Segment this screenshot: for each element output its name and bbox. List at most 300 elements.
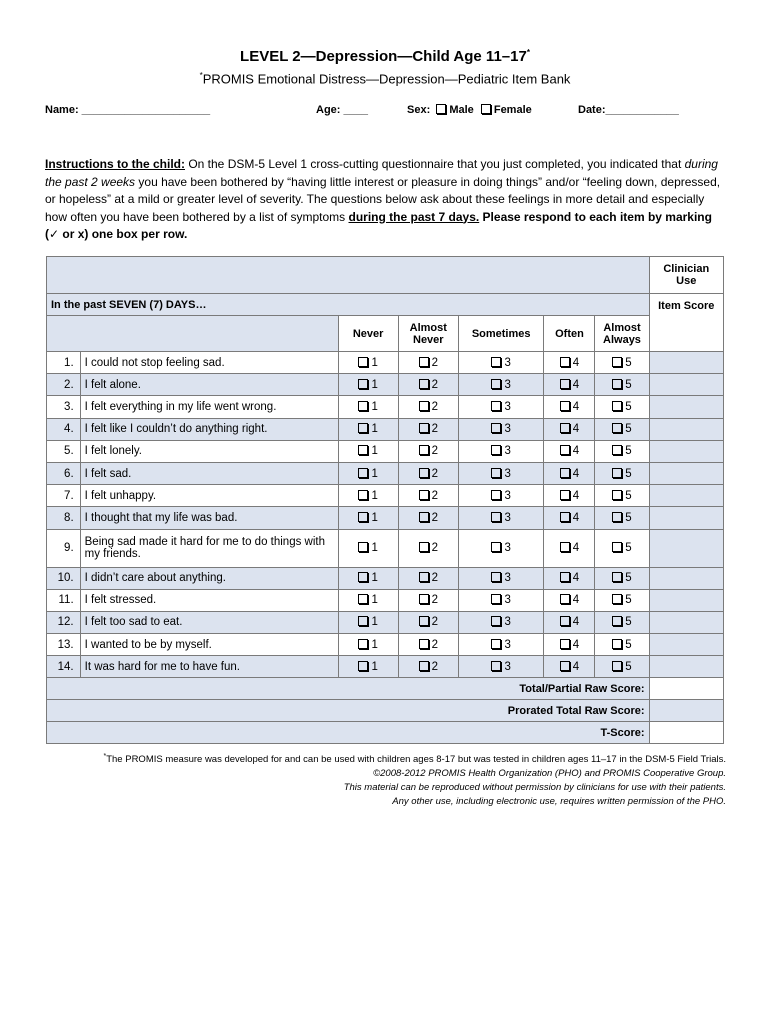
response-option[interactable]: [458, 396, 544, 418]
response-option[interactable]: [595, 567, 649, 589]
response-option[interactable]: [595, 418, 649, 440]
item-text: I felt like I couldn’t do anything right.: [80, 418, 338, 440]
item-score-cell[interactable]: [649, 374, 723, 396]
response-value: 1: [371, 511, 378, 524]
response-value: 5: [625, 660, 632, 673]
response-checkbox[interactable]: [612, 594, 622, 604]
response-option[interactable]: [398, 440, 458, 462]
response-checkbox[interactable]: [419, 639, 429, 649]
response-checkbox[interactable]: [491, 512, 501, 522]
item-number: 7.: [47, 485, 81, 507]
item-text: I felt everything in my life went wrong.: [80, 396, 338, 418]
response-option[interactable]: [595, 634, 649, 656]
response-checkbox[interactable]: [560, 594, 570, 604]
response-checkbox[interactable]: [419, 616, 429, 626]
response-option[interactable]: [544, 611, 595, 633]
response-checkbox[interactable]: [358, 357, 368, 367]
item-number: 10.: [47, 567, 81, 589]
sex-label: Sex:: [407, 104, 431, 116]
response-value: 2: [431, 400, 438, 413]
page-title: LEVEL 2—Depression—Child Age 11–17*: [240, 48, 530, 65]
response-checkbox[interactable]: [358, 542, 368, 552]
response-option[interactable]: [544, 396, 595, 418]
date-field[interactable]: Date:____________: [578, 104, 679, 116]
response-checkbox[interactable]: [491, 379, 501, 389]
response-checkbox[interactable]: [491, 445, 501, 455]
response-checkbox[interactable]: [612, 490, 622, 500]
response-option[interactable]: [544, 374, 595, 396]
item-number: 14.: [47, 656, 81, 678]
response-option[interactable]: [458, 589, 544, 611]
response-value: 3: [504, 400, 511, 413]
table-row: [47, 589, 724, 611]
item-text: I felt too sad to eat.: [80, 611, 338, 633]
response-option[interactable]: [398, 462, 458, 484]
response-option[interactable]: [544, 656, 595, 678]
response-option[interactable]: [398, 611, 458, 633]
instructions: Instructions to the child: On the DSM-5 Level 1 cross-cutting questionnaire that you just completed, you indicated that during the past 2 weeks you have been bothered by “having little interest or pleasure in doing things” and/or “feeling down, depressed, or hopeless” at a mild or greater level of severity. The questions below ask about these feelings in more detail and especially how often you have been bothered by a list of symptoms during the past 7 days. Please respond to each item by marking (✓ or x) one box per row.: [45, 157, 721, 241]
response-checkbox[interactable]: [419, 401, 429, 411]
response-value: 1: [371, 616, 378, 629]
female-label: Female: [493, 104, 532, 116]
response-option[interactable]: [595, 485, 649, 507]
response-checkbox[interactable]: [358, 445, 368, 455]
response-checkbox[interactable]: [612, 661, 622, 671]
response-checkbox[interactable]: [612, 423, 622, 433]
response-checkbox[interactable]: [612, 379, 622, 389]
item-text: I felt sad.: [80, 462, 338, 484]
response-checkbox[interactable]: [612, 468, 622, 478]
response-checkbox[interactable]: [612, 572, 622, 582]
female-checkbox[interactable]: [481, 104, 491, 114]
footnote-line-3: This material can be reproduced without permission by clinicians for use with their patients.: [343, 782, 726, 794]
response-checkbox[interactable]: [491, 357, 501, 367]
response-value: 4: [572, 489, 580, 502]
item-score-cell[interactable]: [649, 352, 723, 374]
response-checkbox[interactable]: [491, 661, 501, 671]
item-text: I wanted to be by myself.: [80, 634, 338, 656]
item-number: 12.: [47, 611, 81, 633]
response-checkbox[interactable]: [358, 423, 368, 433]
item-score-cell[interactable]: [649, 396, 723, 418]
response-option[interactable]: [544, 440, 595, 462]
title-footnote-mark: *: [526, 48, 530, 57]
response-option[interactable]: [338, 485, 398, 507]
item-score-header: Item Score: [649, 294, 723, 352]
response-checkbox[interactable]: [560, 661, 570, 671]
response-checkbox[interactable]: [560, 379, 570, 389]
response-value: 5: [625, 572, 632, 585]
table-row: [47, 462, 724, 484]
footnote-line-1: *The PROMIS measure was developed for and can be used with children ages 8-17 but was tested in children ages 11–17 in the DSM-5 Field Trials.: [103, 753, 726, 766]
item-score-cell[interactable]: [649, 611, 723, 633]
response-value: 4: [572, 445, 580, 458]
response-value: 1: [371, 594, 378, 607]
response-value: 5: [625, 616, 632, 629]
item-number: 11.: [47, 589, 81, 611]
response-value: 3: [504, 423, 511, 436]
response-option[interactable]: [595, 352, 649, 374]
response-value: 5: [625, 445, 632, 458]
response-value: 3: [504, 572, 511, 585]
response-value: 4: [572, 423, 580, 436]
total-score-cell[interactable]: [649, 722, 723, 744]
response-checkbox[interactable]: [612, 357, 622, 367]
response-value: 1: [371, 423, 378, 436]
response-option[interactable]: [595, 656, 649, 678]
response-value: 2: [431, 638, 438, 651]
table-row: [47, 634, 724, 656]
response-checkbox[interactable]: [358, 512, 368, 522]
response-option[interactable]: [338, 418, 398, 440]
response-checkbox[interactable]: [491, 616, 501, 626]
response-value: 1: [371, 445, 378, 458]
response-option[interactable]: [398, 589, 458, 611]
response-value: 4: [572, 542, 580, 554]
response-option[interactable]: [458, 611, 544, 633]
response-checkbox[interactable]: [419, 661, 429, 671]
response-value: 3: [504, 616, 511, 629]
response-checkbox[interactable]: [419, 490, 429, 500]
response-option[interactable]: [458, 567, 544, 589]
response-option[interactable]: [398, 507, 458, 529]
response-option[interactable]: [338, 634, 398, 656]
response-value: 5: [625, 489, 632, 502]
response-checkbox[interactable]: [491, 490, 501, 500]
table-row: [47, 611, 724, 633]
response-option[interactable]: [595, 462, 649, 484]
response-option[interactable]: [338, 440, 398, 462]
item-score-cell[interactable]: [649, 656, 723, 678]
age-field[interactable]: Age: ____: [316, 104, 368, 116]
item-score-cell[interactable]: [649, 529, 723, 567]
response-value: 4: [572, 594, 580, 607]
response-option[interactable]: [398, 352, 458, 374]
response-value: 2: [431, 511, 438, 524]
response-checkbox[interactable]: [560, 639, 570, 649]
response-option[interactable]: [338, 507, 398, 529]
item-score-cell[interactable]: [649, 485, 723, 507]
column-header-4: Often: [544, 316, 595, 352]
response-value: 2: [431, 616, 438, 629]
response-checkbox[interactable]: [419, 542, 429, 552]
column-header-1: Never: [338, 316, 398, 352]
item-text: I felt alone.: [80, 374, 338, 396]
response-checkbox[interactable]: [560, 468, 570, 478]
total-label: Prorated Total Raw Score:: [47, 700, 650, 722]
response-value: 5: [625, 594, 632, 607]
name-field[interactable]: Name: _____________________: [45, 104, 211, 116]
total-score-cell[interactable]: [649, 700, 723, 722]
item-score-cell[interactable]: [649, 418, 723, 440]
response-option[interactable]: [458, 485, 544, 507]
item-number: 4.: [47, 418, 81, 440]
response-value: 2: [431, 660, 438, 673]
response-value: 1: [371, 660, 378, 673]
response-checkbox[interactable]: [419, 594, 429, 604]
response-checkbox[interactable]: [491, 542, 501, 552]
item-number: 3.: [47, 396, 81, 418]
response-checkbox[interactable]: [419, 379, 429, 389]
item-text: I felt stressed.: [80, 589, 338, 611]
male-label: Male: [449, 104, 474, 116]
response-option[interactable]: [544, 634, 595, 656]
response-value: 5: [625, 467, 632, 480]
response-value: 2: [431, 445, 438, 458]
footnote: [40, 750, 726, 809]
response-value: 1: [371, 638, 378, 651]
response-checkbox[interactable]: [612, 401, 622, 411]
response-checkbox[interactable]: [358, 639, 368, 649]
response-value: 3: [504, 356, 511, 369]
response-value: 5: [625, 378, 632, 391]
subtitle-footnote-mark: *: [199, 71, 203, 80]
response-checkbox[interactable]: [491, 594, 501, 604]
response-value: 1: [371, 572, 378, 585]
response-option[interactable]: [338, 656, 398, 678]
patient-info-fields: [45, 104, 745, 120]
response-option[interactable]: [398, 374, 458, 396]
response-option[interactable]: [595, 611, 649, 633]
response-option[interactable]: [544, 567, 595, 589]
response-value: 1: [371, 356, 378, 369]
response-value: 2: [431, 542, 438, 554]
response-option[interactable]: [458, 374, 544, 396]
response-option[interactable]: [458, 418, 544, 440]
response-checkbox[interactable]: [560, 357, 570, 367]
response-checkbox[interactable]: [491, 468, 501, 478]
response-option[interactable]: [595, 589, 649, 611]
response-option[interactable]: [544, 462, 595, 484]
response-option[interactable]: [338, 352, 398, 374]
response-checkbox[interactable]: [419, 512, 429, 522]
response-checkbox[interactable]: [491, 639, 501, 649]
response-option[interactable]: [458, 656, 544, 678]
response-checkbox[interactable]: [560, 542, 570, 552]
response-value: 5: [625, 542, 632, 554]
response-option[interactable]: [458, 507, 544, 529]
response-checkbox[interactable]: [612, 639, 622, 649]
item-number: 6.: [47, 462, 81, 484]
response-value: 5: [625, 356, 632, 369]
response-checkbox[interactable]: [491, 423, 501, 433]
item-number: 1.: [47, 352, 81, 374]
response-value: 4: [572, 400, 580, 413]
column-header-3: Sometimes: [458, 316, 544, 352]
response-value: 2: [431, 378, 438, 391]
period-label: In the past SEVEN (7) DAYS…: [47, 294, 650, 316]
response-value: 2: [431, 356, 438, 369]
item-text: I didn’t care about anything.: [80, 567, 338, 589]
response-checkbox[interactable]: [612, 512, 622, 522]
response-checkbox[interactable]: [358, 490, 368, 500]
response-value: 3: [504, 594, 511, 607]
response-option[interactable]: [595, 374, 649, 396]
response-option[interactable]: [398, 656, 458, 678]
response-option[interactable]: [595, 507, 649, 529]
response-option[interactable]: [458, 440, 544, 462]
response-value: 5: [625, 400, 632, 413]
response-checkbox[interactable]: [419, 357, 429, 367]
response-checkbox[interactable]: [358, 661, 368, 671]
response-checkbox[interactable]: [419, 572, 429, 582]
response-option[interactable]: [544, 418, 595, 440]
response-value: 4: [572, 511, 580, 524]
table-row: [47, 507, 724, 529]
response-option[interactable]: [398, 529, 458, 567]
response-option[interactable]: [398, 567, 458, 589]
page-subtitle: *PROMIS Emotional Distress—Depression—Pediatric Item Bank: [199, 71, 571, 87]
response-value: 2: [431, 467, 438, 480]
response-option[interactable]: [595, 440, 649, 462]
response-option[interactable]: [544, 529, 595, 567]
response-option[interactable]: [595, 396, 649, 418]
response-value: 1: [371, 378, 378, 391]
item-number: 8.: [47, 507, 81, 529]
response-checkbox[interactable]: [560, 616, 570, 626]
response-option[interactable]: [595, 529, 649, 567]
column-header-5: Almost Always: [595, 316, 649, 352]
item-score-cell[interactable]: [649, 634, 723, 656]
response-option[interactable]: [458, 462, 544, 484]
response-value: 3: [504, 489, 511, 502]
response-option[interactable]: [338, 589, 398, 611]
response-checkbox[interactable]: [358, 468, 368, 478]
response-value: 2: [431, 572, 438, 585]
response-option[interactable]: [544, 485, 595, 507]
response-option[interactable]: [398, 418, 458, 440]
response-checkbox[interactable]: [560, 572, 570, 582]
footnote-line-4: Any other use, including electronic use, requires written permission of the PHO.: [392, 796, 726, 808]
item-text: Being sad made it hard for me to do things with my friends.: [80, 529, 338, 567]
response-option[interactable]: [338, 611, 398, 633]
response-value: 2: [431, 423, 438, 436]
table-row: [47, 374, 724, 396]
response-checkbox[interactable]: [358, 616, 368, 626]
response-value: 1: [371, 400, 378, 413]
footnote-mark: *: [103, 753, 107, 760]
response-option[interactable]: [338, 529, 398, 567]
response-checkbox[interactable]: [560, 490, 570, 500]
response-checkbox[interactable]: [358, 379, 368, 389]
response-checkbox[interactable]: [560, 445, 570, 455]
response-checkbox[interactable]: [612, 542, 622, 552]
response-option[interactable]: [544, 352, 595, 374]
response-value: 1: [371, 467, 378, 480]
response-checkbox[interactable]: [560, 423, 570, 433]
item-score-cell[interactable]: [649, 567, 723, 589]
questionnaire-table: [46, 256, 724, 744]
item-score-cell[interactable]: [649, 440, 723, 462]
response-checkbox[interactable]: [358, 401, 368, 411]
total-label: Total/Partial Raw Score:: [47, 678, 650, 700]
response-option[interactable]: [338, 374, 398, 396]
response-value: 2: [431, 489, 438, 502]
item-text: It was hard for me to have fun.: [80, 656, 338, 678]
table-row: [47, 656, 724, 678]
clinician-use-header: Clinician Use: [649, 257, 723, 294]
response-value: 3: [504, 660, 511, 673]
header-blank: [47, 257, 650, 294]
response-value: 4: [572, 356, 580, 369]
response-value: 3: [504, 638, 511, 651]
response-option[interactable]: [398, 634, 458, 656]
response-checkbox[interactable]: [612, 445, 622, 455]
response-option[interactable]: [338, 462, 398, 484]
response-value: 3: [504, 378, 511, 391]
response-value: 2: [431, 594, 438, 607]
response-option[interactable]: [544, 589, 595, 611]
sex-field: [407, 104, 532, 116]
response-value: 4: [572, 638, 580, 651]
response-value: 5: [625, 423, 632, 436]
footnote-line-2: ©2008-2012 PROMIS Health Organization (PHO) and PROMIS Cooperative Group.: [373, 768, 726, 780]
item-score-cell[interactable]: [649, 462, 723, 484]
response-checkbox[interactable]: [491, 572, 501, 582]
response-option[interactable]: [398, 396, 458, 418]
response-value: 4: [572, 660, 580, 673]
response-value: 4: [572, 572, 580, 585]
table-row: [47, 485, 724, 507]
response-option[interactable]: [458, 529, 544, 567]
response-value: 1: [371, 489, 378, 502]
item-number: 5.: [47, 440, 81, 462]
item-text: I felt unhappy.: [80, 485, 338, 507]
response-checkbox[interactable]: [612, 616, 622, 626]
response-checkbox[interactable]: [358, 594, 368, 604]
male-checkbox[interactable]: [436, 104, 446, 114]
item-text: I thought that my life was bad.: [80, 507, 338, 529]
response-value: 1: [371, 542, 378, 554]
response-value: 4: [572, 467, 580, 480]
response-option[interactable]: [338, 396, 398, 418]
table-row: [47, 418, 724, 440]
total-label: T-Score:: [47, 722, 650, 744]
response-checkbox[interactable]: [358, 572, 368, 582]
instructions-lead: Instructions to the child:: [45, 157, 185, 171]
table-row: [47, 352, 724, 374]
response-option[interactable]: [458, 634, 544, 656]
item-text: I could not stop feeling sad.: [80, 352, 338, 374]
response-value: 4: [572, 378, 580, 391]
item-score-cell[interactable]: [649, 507, 723, 529]
total-score-cell[interactable]: [649, 678, 723, 700]
response-option[interactable]: [544, 507, 595, 529]
column-header-2: Almost Never: [398, 316, 458, 352]
response-value: 5: [625, 638, 632, 651]
response-value: 3: [504, 445, 511, 458]
response-option[interactable]: [458, 352, 544, 374]
response-checkbox[interactable]: [560, 401, 570, 411]
table-row: [47, 567, 724, 589]
response-checkbox[interactable]: [419, 468, 429, 478]
response-value: 5: [625, 511, 632, 524]
response-checkbox[interactable]: [419, 445, 429, 455]
response-checkbox[interactable]: [491, 401, 501, 411]
item-text: I felt lonely.: [80, 440, 338, 462]
response-checkbox[interactable]: [419, 423, 429, 433]
response-option[interactable]: [398, 485, 458, 507]
response-checkbox[interactable]: [560, 512, 570, 522]
column-header-blank: [47, 316, 339, 352]
table-row: [47, 440, 724, 462]
item-number: 2.: [47, 374, 81, 396]
item-score-cell[interactable]: [649, 589, 723, 611]
response-option[interactable]: [338, 567, 398, 589]
response-value: 3: [504, 542, 511, 554]
response-value: 3: [504, 511, 511, 524]
response-value: 4: [572, 616, 580, 629]
